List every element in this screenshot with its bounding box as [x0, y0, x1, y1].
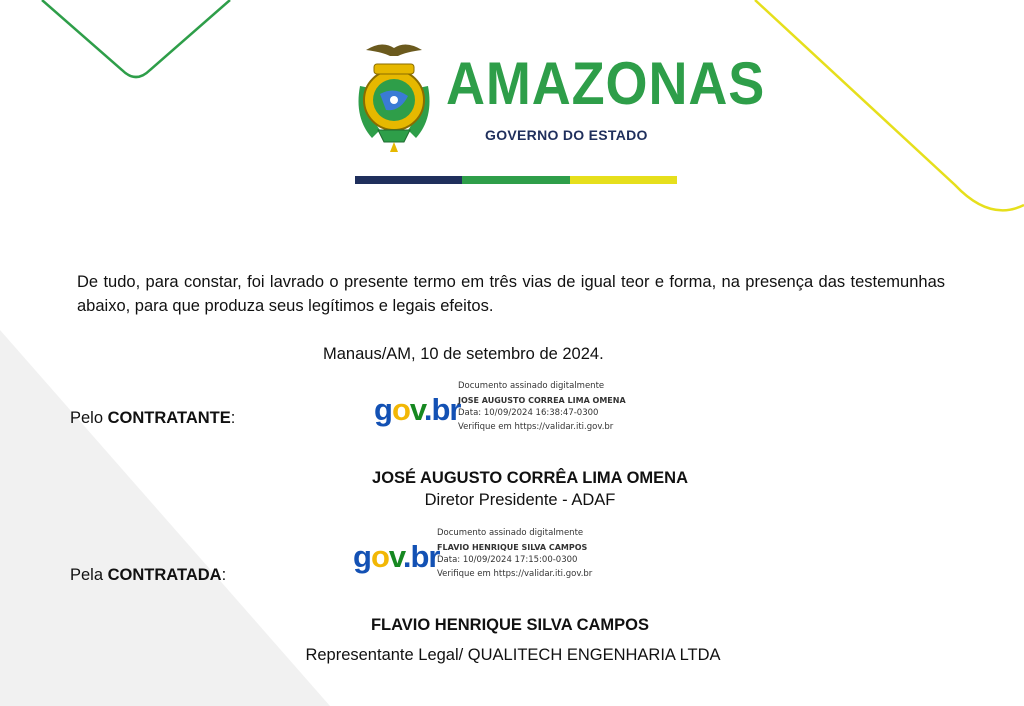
navy-stripe: [355, 176, 462, 184]
stamp-date: Data: 10/09/2024 16:38:47-0300: [458, 408, 599, 418]
amazonas-government-logo: [352, 38, 766, 158]
green-stripe: [462, 176, 569, 184]
signer-name: JOSÉ AUGUSTO CORRÊA LIMA OMENA: [372, 469, 688, 487]
yellow-stripe: [570, 176, 677, 184]
stamp-details: [458, 380, 626, 434]
place-and-date: Manaus/AM, 10 de setembro de 2024.: [323, 345, 604, 363]
flag-color-bar: [355, 176, 677, 184]
signer-role: Diretor Presidente - ADAF: [424, 491, 616, 509]
state-coat-of-arms-icon: [352, 38, 436, 156]
brand-name: AMAZONAS: [446, 50, 766, 117]
signer-name: FLAVIO HENRIQUE SILVA CAMPOS: [370, 616, 650, 634]
brand-subtitle: GOVERNO DO ESTADO: [485, 127, 648, 143]
govbr-logo: gov.br: [374, 392, 461, 427]
digital-signature-stamp: [374, 380, 654, 440]
stamp-verify-link[interactable]: Verifique em https://validar.iti.gov.br: [437, 568, 593, 579]
digital-signature-stamp: [353, 527, 633, 587]
stamp-date: Data: 10/09/2024 17:15:00-0300: [437, 555, 578, 565]
contratada-label: Pela CONTRATADA:: [70, 566, 227, 584]
yellow-corner-line: [755, 0, 1024, 210]
green-corner-line: [42, 0, 230, 77]
stamp-verify-link[interactable]: Verifique em https://validar.iti.gov.br: [458, 421, 614, 432]
stamp-signer-name: JOSE AUGUSTO CORREA LIMA OMENA: [458, 395, 626, 405]
stamp-signer-name: FLAVIO HENRIQUE SILVA CAMPOS: [437, 542, 588, 552]
signer-role: Representante Legal/ QUALITECH ENGENHARIA LTDA: [305, 646, 721, 664]
stamp-title: Documento assinado digitalmente: [437, 528, 584, 538]
stamp-title: Documento assinado digitalmente: [458, 381, 605, 391]
govbr-logo: gov.br: [353, 539, 440, 574]
closing-paragraph: De tudo, para constar, foi lavrado o presente termo em três vias de igual teor e forma, na presença das testemunhas abaixo, para que produza seus legítimos e legais efeitos.: [77, 273, 945, 315]
contratante-label: Pelo CONTRATANTE:: [70, 409, 236, 427]
stamp-details: [437, 527, 592, 581]
